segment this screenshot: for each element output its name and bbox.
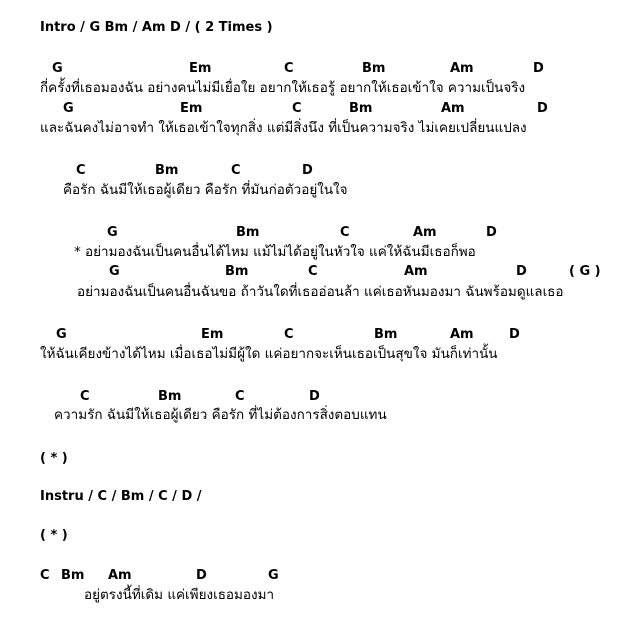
chord-label: C xyxy=(284,327,294,342)
chord-label: C xyxy=(308,264,318,279)
chord-label: Em xyxy=(180,101,203,116)
chord-label: Em xyxy=(201,327,224,342)
chord-label: C xyxy=(340,225,350,240)
chord-label: C xyxy=(235,389,245,404)
chord-label: ( G ) xyxy=(569,264,601,279)
lyric-line: ให้ฉันเคียงข้างได้ไหม เมื่อเธอไม่มีผู้ใด แค่อยากจะเห็นเธอเป็นสุขใจ มันก็เท่านั้น xyxy=(40,346,498,362)
chord-label: D xyxy=(537,101,548,116)
chord-label: Am xyxy=(404,264,428,279)
chord-label: C xyxy=(40,568,50,583)
chord-label: C xyxy=(284,61,294,76)
chord-label: G xyxy=(56,327,67,342)
chord-label: Bm xyxy=(155,163,179,178)
chord-label: Am xyxy=(413,225,437,240)
intro-line: Intro / G Bm / Am D / ( 2 Times ) xyxy=(40,20,273,35)
chord-label: Bm xyxy=(158,389,182,404)
chord-label: Em xyxy=(189,61,212,76)
chord-label: Bm xyxy=(61,568,85,583)
chord-label: Bm xyxy=(362,61,386,76)
chord-label: Am xyxy=(108,568,132,583)
lyric-line: อยู่ตรงนี้ที่เดิม แค่เพียงเธอมองมา xyxy=(84,587,275,603)
chord-label: C xyxy=(76,163,86,178)
lyric-line: และฉันคงไม่อาจทำ ให้เธอเข้าใจทุกสิ่ง แต่มีสิ่งนึง ที่เป็นความจริง ไม่เคยเปลี่ยนแปลง xyxy=(40,120,527,136)
chord-label: D xyxy=(302,163,313,178)
chord-label: C xyxy=(80,389,90,404)
chord-label: Am xyxy=(450,327,474,342)
chord-label: Bm xyxy=(349,101,373,116)
lyric-line: * อย่ามองฉันเป็นคนอื่นได้ไหม แม้ไม่ได้อยู่ในหัวใจ แค่ให้ฉันมีเธอก็พอ xyxy=(74,244,476,260)
instrumental-line: Instru / C / Bm / C / D / xyxy=(40,489,202,504)
chord-label: Bm xyxy=(236,225,260,240)
repeat-chorus-marker: ( * ) xyxy=(40,528,68,543)
lyric-line: ความรัก ฉันมีให้เธอผู้เดียว คือรัก ที่ไม่ต้องการสิ่งตอบแทน xyxy=(54,407,387,423)
lyric-line: อย่ามองฉันเป็นคนอื่นฉันขอ ถ้าวันใดที่เธออ่อนล้า แค่เธอหันมองมา ฉันพร้อมดูแลเธอ xyxy=(77,284,564,300)
chord-label: Am xyxy=(450,61,474,76)
chord-label: D xyxy=(309,389,320,404)
chord-label: G xyxy=(107,225,118,240)
lyric-line: คือรัก ฉันมีให้เธอผู้เดียว คือรัก ที่มันก่อตัวอยู่ในใจ xyxy=(63,182,348,198)
chord-label: G xyxy=(109,264,120,279)
chord-label: G xyxy=(268,568,279,583)
chord-label: Bm xyxy=(225,264,249,279)
repeat-chorus-marker: ( * ) xyxy=(40,451,68,466)
chord-label: C xyxy=(292,101,302,116)
chord-label: Am xyxy=(441,101,465,116)
lyric-line: กี่ครั้งที่เธอมองฉัน อย่างคนไม่มีเยื่อใย อยากให้เธอรู้ อยากให้เธอเข้าใจ ความเป็นจริง xyxy=(40,80,526,96)
chord-label: D xyxy=(516,264,527,279)
chord-label: C xyxy=(231,163,241,178)
chord-label: D xyxy=(486,225,497,240)
chord-label: Bm xyxy=(374,327,398,342)
chord-label: G xyxy=(63,101,74,116)
chord-label: D xyxy=(196,568,207,583)
chord-label: D xyxy=(509,327,520,342)
chord-label: G xyxy=(52,61,63,76)
chord-label: D xyxy=(533,61,544,76)
